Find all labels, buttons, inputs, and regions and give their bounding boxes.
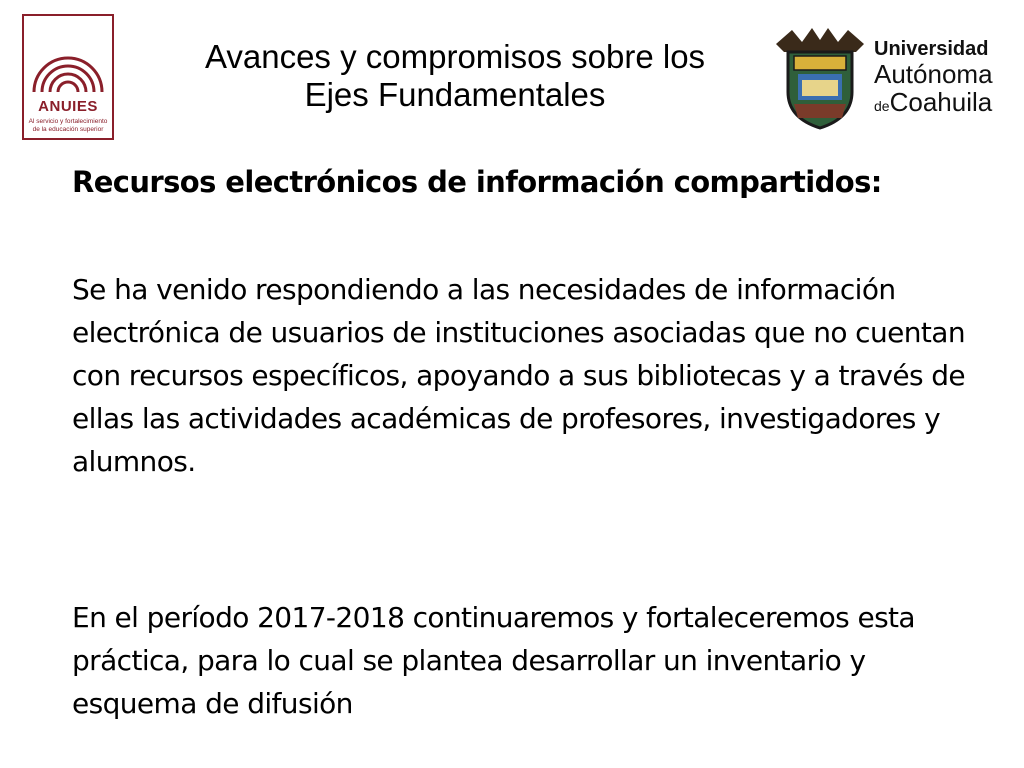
- slide-title-line1: Avances y compromisos sobre los: [204, 38, 706, 75]
- university-line2: Autónoma: [874, 59, 993, 89]
- anuies-tagline: Al servicio y fortalecimiento de la educación superior: [28, 118, 108, 133]
- slide-title-line2: Ejes Fundamentales: [304, 76, 606, 113]
- anuies-logo: [22, 14, 114, 140]
- anuies-name: ANUIES: [38, 98, 98, 115]
- paragraph-1: Se ha venido respondiendo a las necesidades de información electrónica de usuarios de instituciones asociadas que no cuentan con recursos específicos, apoyando a sus bibliotecas y a través de ellas las actividades académicas de profesores, investigadores y alumnos.: [72, 273, 966, 478]
- university-crest-icon: [772, 22, 868, 132]
- paragraph-2: En el período 2017-2018 continuaremos y fortaleceremos esta práctica, para lo cual se plantea desarrollar un inventario y esquema de difusión: [72, 601, 915, 720]
- university-line3-name: Coahuila: [889, 87, 993, 117]
- section-heading: Recursos electrónicos de información compartidos:: [72, 165, 882, 199]
- university-line1: Universidad: [874, 38, 989, 60]
- university-line3-prefix: de: [874, 98, 890, 114]
- anuies-arcs-icon: [24, 16, 112, 96]
- university-name: [874, 38, 1020, 120]
- university-line3: [874, 88, 1020, 120]
- slide-title: [150, 38, 760, 114]
